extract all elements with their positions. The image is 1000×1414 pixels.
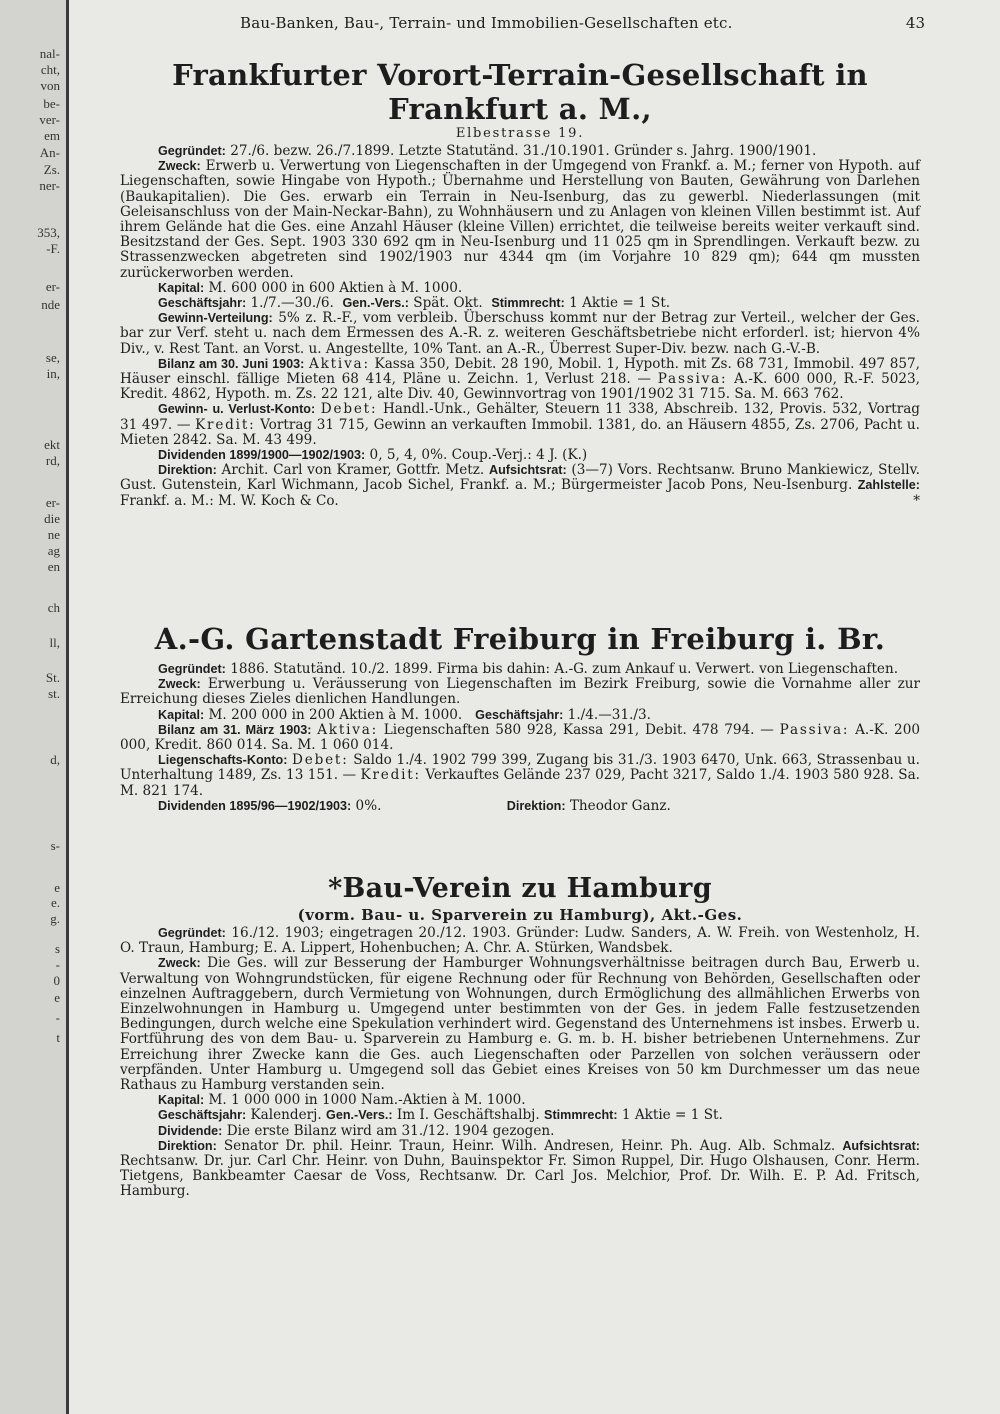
adjacent-page-fragment: nde <box>41 297 60 312</box>
adjacent-page-fragment: 353, <box>37 225 60 240</box>
adjacent-page-fragment: be- <box>43 96 60 111</box>
dividends-paragraph <box>120 448 920 463</box>
capital-label: Kapital: <box>158 280 205 295</box>
purpose-paragraph <box>120 677 920 707</box>
company-title: Frankfurter Vorort-Terrain-Gesellschaft in Frankfurt a. M., <box>172 58 868 126</box>
liabilities-label: Passiva: <box>779 721 850 738</box>
dividends-text: 0, 5, 4, 0%. Coup.-Verj.: 4 J. (K.) <box>365 447 588 464</box>
company-title: A.-G. Gartenstadt Freiburg in Freiburg i. Br. <box>154 622 886 656</box>
adjacent-page-fragment: von <box>40 78 60 93</box>
capital-paragraph <box>120 1093 920 1108</box>
purpose-label: Zweck: <box>158 956 201 971</box>
assets-text: Liegenschaften 580 928, Kassa 291, Debit. 478 794. — <box>378 721 780 738</box>
page-number: 43 <box>905 14 925 32</box>
adjacent-page-fragment: ner- <box>39 178 60 193</box>
founded-text: 16./12. 1903; eingetragen 20./12. 1903. Gründer: Ludw. Sanders, A. W. Freih. von Westenholz, H. O. Traun, Hamburg; E. A. Lippert, Hohenbuchen; A. Chr. A. Stürken, Wandsbek. <box>120 925 920 957</box>
adjacent-page-fragment: er- <box>45 495 60 510</box>
purpose-label: Zweck: <box>158 159 201 174</box>
management-text: Archit. Carl von Kramer, Gottfr. Metz. <box>216 462 489 479</box>
adjacent-page-fragment: nal- <box>39 46 60 61</box>
purpose-paragraph <box>120 956 920 1093</box>
adjacent-page-fragment: en <box>47 559 60 574</box>
fiscal-year-text: 1./7.—30./6. <box>246 295 334 312</box>
adjacent-page-fragment: - <box>55 957 60 972</box>
assets-label: Aktiva: <box>309 355 370 372</box>
credit-label: Kredit: <box>195 416 256 433</box>
fiscal-year-paragraph <box>120 1108 920 1123</box>
fiscal-year-text: 1./4.—31./3. <box>563 706 651 723</box>
adjacent-page-fragment: s <box>54 941 60 956</box>
dividend-label: Dividende: <box>158 1123 223 1138</box>
adjacent-page-edge <box>0 0 69 1414</box>
document-page <box>90 0 925 1414</box>
adjacent-page-fragment: -F. <box>46 241 60 256</box>
adjacent-page-fragment: se, <box>45 350 60 365</box>
supervisory-board-text: Rechtsanw. Dr. jur. Carl Chr. Heinr. von Duhn, Bauinspektor Fr. Simon Ruppel, Dir. Hugo Olshausen, Conr. Herm. Tietgens, Bankbeamter Caesar de Voss, Rechtsanw. Dr. Carl Jos. Melchior, Prof. Dr. Wilh. E. P. Ad. Fritsch, Hamburg. <box>120 1153 920 1200</box>
purpose-paragraph <box>120 159 920 281</box>
adjacent-page-fragment: t <box>56 1030 60 1045</box>
general-meeting-label: Gen.-Vers.: <box>342 296 409 311</box>
adjacent-page-fragment: e. <box>50 895 60 910</box>
adjacent-page-fragment: er- <box>45 279 60 294</box>
dividends-text: 0%. <box>351 797 386 814</box>
capital-label: Kapital: <box>158 1093 205 1108</box>
voting-right-text: 1 Aktie = 1 St. <box>564 295 671 312</box>
adjacent-page-fragment: - <box>55 1010 60 1025</box>
adjacent-page-fragment: ekt <box>44 437 60 452</box>
adjacent-page-fragment: rd, <box>45 453 60 468</box>
supervisory-board-text: (3—7) Vors. Rechtsanw. Bruno Mankiewicz, Stellv. Gust. Gutenstein, Karl Wichmann, Jacob Sichel, Frankf. a. M.; Bürgermeister Jacob Pons, Neu-Isenburg. <box>120 462 920 494</box>
dividend-paragraph <box>120 1124 920 1139</box>
debit-label: Debet: <box>320 401 378 418</box>
fiscal-year-paragraph <box>120 296 920 311</box>
management-paragraph <box>120 463 920 509</box>
dividend-text: Die erste Bilanz wird am 31./12. 1904 gezogen. <box>222 1122 555 1139</box>
general-meeting-text: Im I. Geschäftshalbj. <box>392 1107 545 1124</box>
profit-distribution-paragraph <box>120 311 920 357</box>
company-subtitle: (vorm. Bau- u. Sparverein zu Hamburg), Akt.-Ges. <box>297 906 743 924</box>
adjacent-page-fragment: s- <box>50 838 60 853</box>
liabilities-text: A.-K. 200 000, Kredit. 860 014. Sa. M. 1 060 014. <box>120 721 920 754</box>
general-meeting-text: Spät. Okt. <box>408 295 483 312</box>
adjacent-page-fragment: e <box>54 880 60 895</box>
voting-right-label: Stimmrecht: <box>491 296 565 311</box>
running-title: Bau-Banken, Bau-, Terrain- und Immobilien-Gesellschaften etc. <box>240 14 733 32</box>
capital-text: M. 200 000 in 200 Aktien à M. 1000. <box>204 706 467 723</box>
purpose-text: Erwerbung u. Veräusserung von Liegenschaften im Bezirk Freiburg, sowie die Vornahme aller zur Erreichung dieses Zieles dienlichen Handlungen. <box>120 676 920 708</box>
balance-paragraph <box>120 723 920 753</box>
fiscal-year-label: Geschäftsjahr: <box>158 1108 247 1123</box>
dividends-label: Dividenden 1895/96—1902/1903: <box>158 798 352 813</box>
fiscal-year-label: Geschäftsjahr: <box>158 296 247 311</box>
debit-text: Saldo 1./4. 1902 799 399, Zugang bis 31./3. 1903 6470, Unk. 663, Strassenbau u. Unterhaltung 1489, Zs. 13 151. — <box>120 752 920 784</box>
liabilities-label: Passiva: <box>657 371 728 388</box>
adjacent-page-fragment: ag <box>47 543 60 558</box>
management-label: Direktion: <box>506 798 566 813</box>
adjacent-page-fragment: d, <box>50 752 60 767</box>
balance-label: Bilanz am 30. Juni 1903: <box>158 356 305 371</box>
capital-paragraph <box>120 281 920 296</box>
adjacent-page-fragment: st. <box>48 686 60 701</box>
paying-agent-label: Zahlstelle: <box>857 478 920 493</box>
capital-text: M. 600 000 in 600 Aktien à M. 1000. <box>204 279 463 296</box>
adjacent-page-fragment: die <box>44 511 60 526</box>
property-account-label: Liegenschafts-Konto: <box>158 753 288 768</box>
dividends-label: Dividenden 1899/1900—1902/1903: <box>158 448 366 463</box>
supervisory-board-label: Aufsichtsrat: <box>488 463 567 478</box>
adjacent-page-fragment: Zs. <box>43 162 60 177</box>
paying-agent-text: Frankf. a. M.: M. W. Koch & Co. <box>120 492 339 509</box>
adjacent-page-fragment: g. <box>50 911 60 926</box>
founded-paragraph <box>120 144 920 159</box>
founded-text: 27./6. bezw. 26./7.1899. Letzte Statutänd. 31./10.1901. Gründer s. Jahrg. 1900/1901. <box>225 143 817 159</box>
credit-text: Verkauftes Gelände 237 029, Pacht 3217, Saldo 1./4. 1903 580 928. Sa. M. 821 174. <box>120 767 920 799</box>
purpose-text: Erwerb u. Verwertung von Liegenschaften in der Umgegend von Frankf. a. M.; ferner von Hypoth. auf Liegenschaften, sowie Hingabe von Hypoth.; Übernahme und Herstellung von Bauten, Gewährung von Darlehen (Baukapitalien). Die Ges. erwarb ein Terrain in Neu-Isenburg, das zu gewerbl. Niederlassungen (mit Geleisanschluss von der Main-Neckar-Bahn), zu Wohnhäusern und zu Anlagen von kleinen Villen bestimmt ist. Auf ihrem Gelände hat die Ges. eine Anzahl Häuser (kleine Villen) errichtet, die teilweise bereits weiter verkauft sind. Besitzstand der Ges. Sept. 1903 330 692 qm in Neu-Isenburg und 11 025 qm in Sprendlingen. Verkauft bezw. zu Strassenzwecken abgetreten sind 1902/1903 nur 4344 qm (im Vorjahre 10 829 qm); 644 qm mussten zurückerworben werden. <box>120 158 920 281</box>
balance-paragraph <box>120 357 920 403</box>
founded-label: Gegründet: <box>158 926 226 940</box>
adjacent-page-fragment: in, <box>46 366 60 381</box>
adjacent-page-fragment: ll, <box>49 635 60 650</box>
adjacent-page-fragment: em <box>44 128 60 143</box>
voting-right-text: 1 Aktie = 1 St. <box>617 1107 723 1124</box>
capital-text: M. 1 000 000 in 1000 Nam.-Aktien à M. 1000. <box>204 1092 526 1109</box>
credit-label: Kredit: <box>360 767 421 784</box>
company-entry-frankfurter-vorort <box>120 58 920 509</box>
founded-label: Gegründet: <box>158 662 226 676</box>
management-label: Direktion: <box>158 463 217 478</box>
management-text: Theodor Ganz. <box>565 797 671 814</box>
company-address: Elbestrasse 19. <box>455 126 585 141</box>
assets-text: Kassa 350, Debit. 28 190, Mobil. 1, Hypoth. mit Zs. 68 731, Immobil. 497 857, Häuser einschl. fällige Mieten 68 414, Pläne u. Zeichn. 1, Verlust 218. — <box>120 355 921 388</box>
debit-label: Debet: <box>292 752 349 769</box>
adjacent-page-fragment: ne <box>47 527 60 542</box>
supervisory-board-label: Aufsichtsrat: <box>842 1138 920 1153</box>
purpose-text: Die Ges. will zur Besserung der Hamburger Wohnungsverhältnisse beitragen durch Bau, Erwerb u. Verwaltung von Wohngrundstücken, für eigene Rechnung oder für Rechnung von Behörden, Gesellschaften oder einzelnen Auftraggebern, durch Vermietung von Wohnungen, durch Ermöglichung des allmählichen Erwerbs von Einzelwohnungen in Hamburg u. Umgegend unter bestimmten von der Ges. in jedem Falle festzusetzenden Bedingungen, durch welche eine Spekulation verhindert wird. Gegenstand des Unternehmens ist insbes. Erwerb u. Fortführung des von dem Bau- u. Sparverein zu Hamburg e. G. m. b. H. bisher betriebenen Unternehmens. Zur Erreichung ihrer Zwecke kann die Ges. auch Liegenschaften oder Parzellen von solchen veräussern oder verpfänden. Unter Hamburg u. Umgegend soll das Gebiet eines Kreises von 50 km Durchmesser um das neue Rathaus zu Hamburg verstanden sein. <box>120 955 920 1094</box>
profit-loss-paragraph <box>120 402 920 448</box>
profit-distribution-label: Gewinn-Verteilung: <box>158 311 273 326</box>
management-paragraph <box>120 1139 920 1200</box>
founded-paragraph <box>120 662 920 677</box>
property-account-paragraph <box>120 753 920 799</box>
capital-paragraph <box>120 708 920 723</box>
management-label: Direktion: <box>158 1138 217 1153</box>
footnote-star: * <box>913 492 920 509</box>
purpose-label: Zweck: <box>158 677 201 692</box>
adjacent-page-fragment: ver- <box>39 112 60 127</box>
capital-label: Kapital: <box>158 707 205 722</box>
debit-text: Handl.-Unk., Gehälter, Steuern 11 338, Abschreib. 132, Provis. 532, Vortrag 31 497. — <box>120 401 920 433</box>
assets-label: Aktiva: <box>317 721 379 738</box>
balance-label: Bilanz am 31. März 1903: <box>158 722 312 737</box>
liabilities-text: A.-K. 600 000, R.-F. 5023, Kredit. 4862, Hypoth. m. Zs. 22 121, alte Div. 40, Gewinnvortrag von 1901/1902 31 715. Sa. M. 663 762. <box>120 371 921 403</box>
adjacent-page-fragment: St. <box>45 670 60 685</box>
adjacent-page-fragment: e <box>54 990 60 1005</box>
voting-right-label: Stimmrecht: <box>544 1108 618 1123</box>
founded-paragraph <box>120 926 920 956</box>
fiscal-year-label: Geschäftsjahr: <box>475 707 564 722</box>
management-text: Senator Dr. phil. Heinr. Traun, Heinr. Wilh. Andresen, Heinr. Ph. Aug. Alb. Schmalz. <box>216 1137 843 1154</box>
profit-loss-label: Gewinn- u. Verlust-Konto: <box>158 402 316 417</box>
company-title: *Bau-Verein zu Hamburg <box>328 873 712 904</box>
adjacent-page-fragment: ch <box>47 600 60 615</box>
founded-label: Gegründet: <box>158 144 226 158</box>
fiscal-year-text: Kalenderj. <box>246 1107 327 1124</box>
running-header <box>90 14 925 36</box>
dividends-paragraph <box>120 799 920 814</box>
founded-text: 1886. Statutänd. 10./2. 1899. Firma bis dahin: A.-G. zum Ankauf u. Verwert. von Liegenschaften. <box>225 661 899 677</box>
adjacent-page-fragment: cht, <box>40 62 60 77</box>
adjacent-page-fragment: An- <box>39 145 60 160</box>
credit-text: Vortrag 31 715, Gewinn an verkauften Immobil. 1381, do. an Häusern 4855, Zs. 2706, Pacht u. Mieten 2842. Sa. M. 43 499. <box>120 416 921 448</box>
company-entry-bau-verein-hamburg <box>120 872 920 1200</box>
adjacent-page-fragment: 0 <box>53 973 60 988</box>
general-meeting-label: Gen.-Vers.: <box>326 1108 393 1123</box>
profit-distribution-text: 5% z. R.-F., vom verbleib. Überschuss kommt nur der Betrag zur Verteil., welcher der Ges. bar zur Verf. steht u. nach dem Ermessen des A.-R. z. weiteren Geschäftsbetriebe nicht erforderl. ist; hiervon 4% Div., v. Rest Tant. an Vorst. u. Angestellte, 10% Tant. an A.-R., Überrest Super-Div. bezw. nach G.-V.-B. <box>120 310 920 357</box>
company-entry-gartenstadt-freiburg <box>120 622 920 814</box>
